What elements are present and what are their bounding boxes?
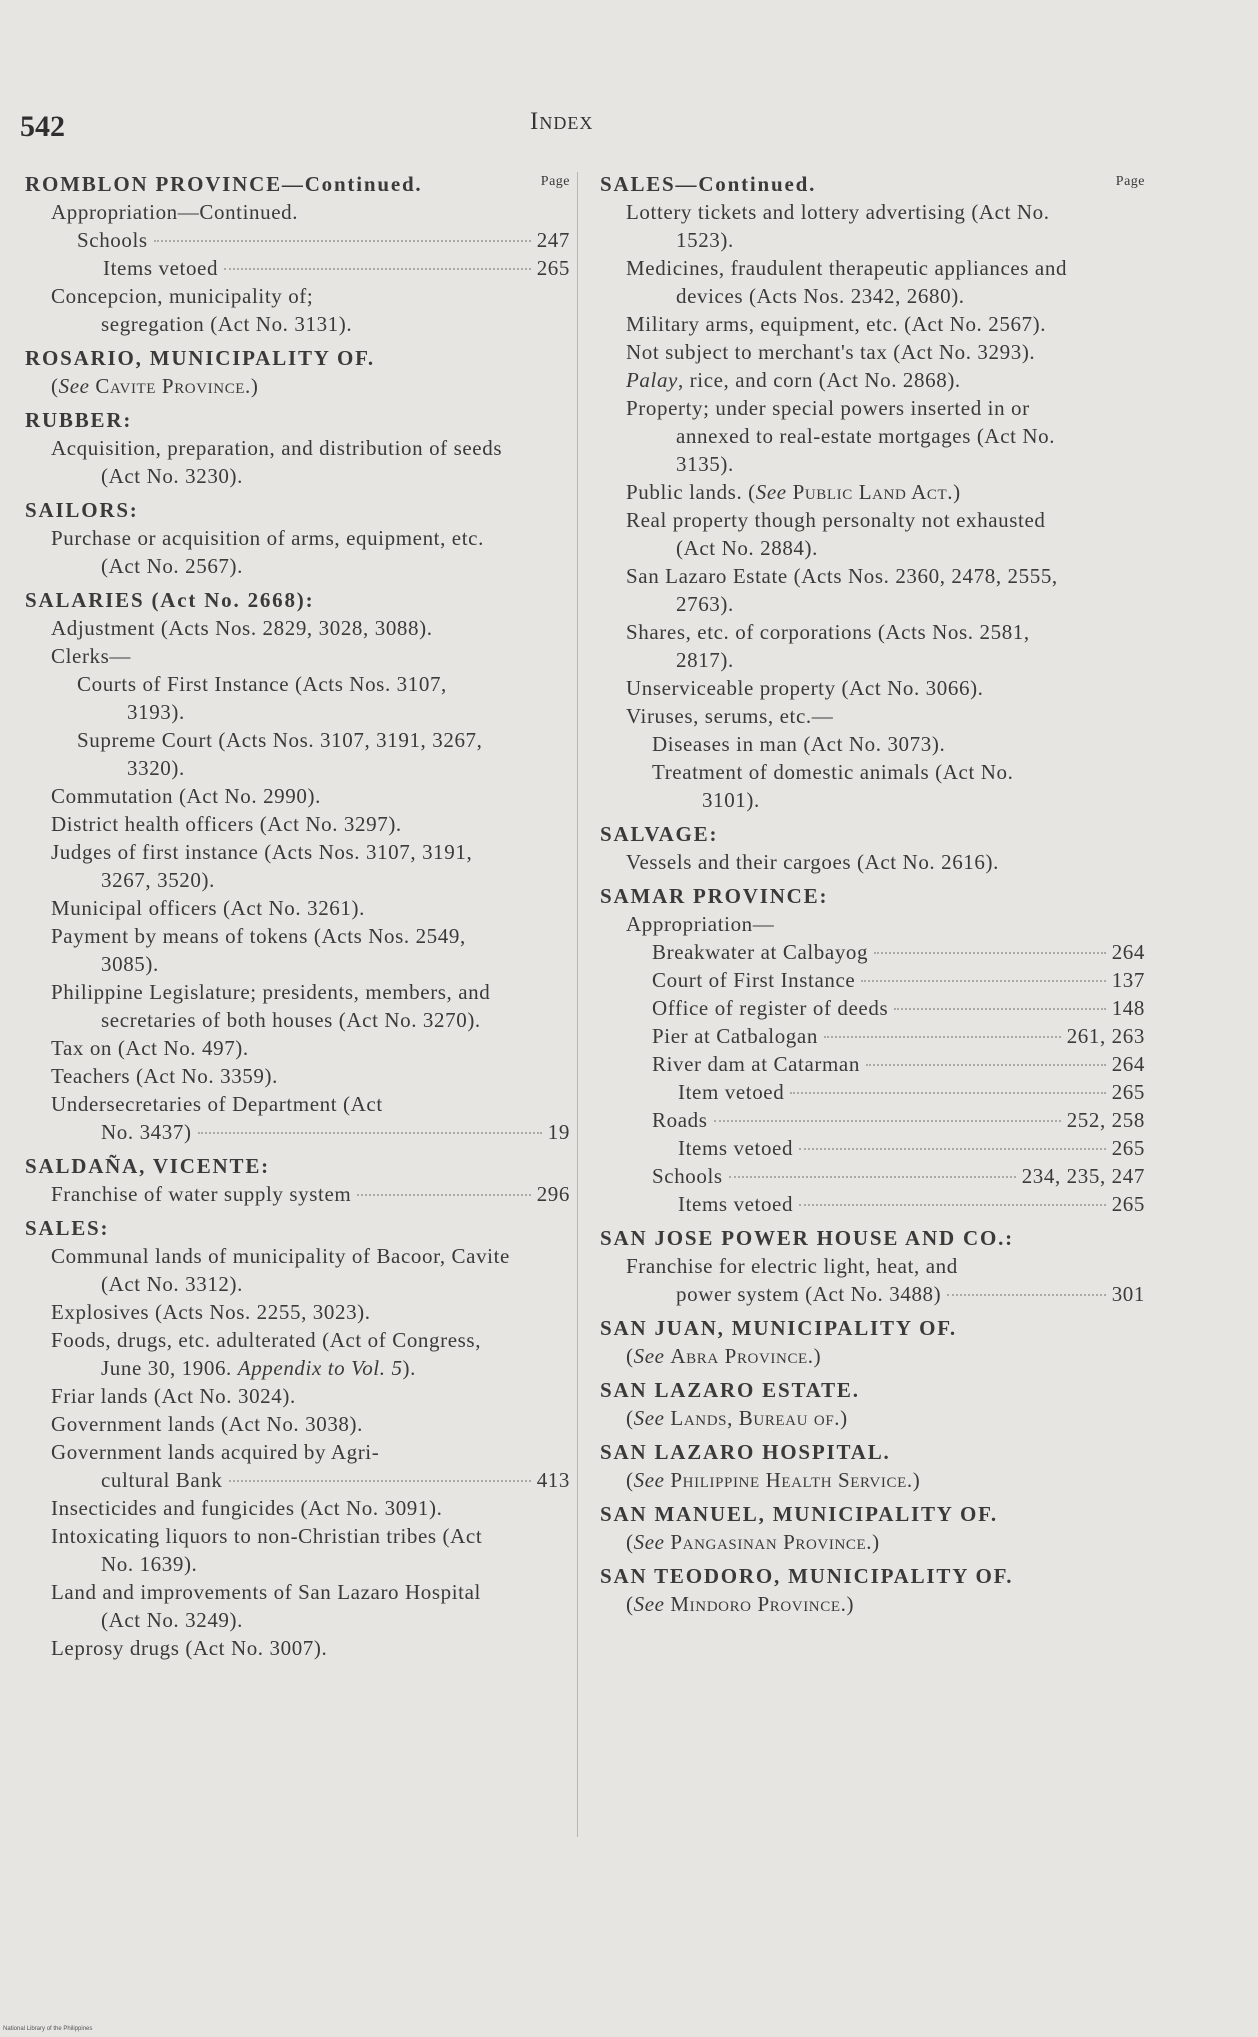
index-subentry: Viruses, serums, etc.— [626,704,834,728]
see-reference: (See Mindoro Province.) [626,1592,855,1616]
index-column-left [25,170,570,1662]
index-subentry: River dam at Catarman 264 [652,1052,1145,1076]
index-subentry: cultural Bank 413 [101,1468,570,1492]
see-reference: (See Pangasinan Province.) [626,1530,880,1554]
page-ref: 301 [1111,1282,1145,1306]
index-subentry: Appropriation— [626,912,775,936]
index-subentry: Pier at Catbalogan 261, 263 [652,1024,1145,1048]
index-subentry: Medicines, fraudulent therapeutic appliances and devices (Acts Nos. 2342, 2680). [626,256,1068,308]
index-subentry: Not subject to merchant's tax (Act No. 3293). [626,340,1036,364]
index-heading: SAMAR PROVINCE: [600,884,829,908]
index-heading: SALES—Continued. [600,172,817,196]
page-ref: 264 [1111,940,1145,964]
index-heading: SALVAGE: [600,822,719,846]
index-subentry: Treatment of domestic animals (Act No. 3101). [652,760,1014,812]
index-heading: SAN LAZARO ESTATE. [600,1378,860,1402]
index-subentry: Items vetoed 265 [678,1192,1145,1216]
index-subentry: District health officers (Act No. 3297). [51,812,402,836]
index-subentry: Foods, drugs, etc. adulterated (Act of Congress, June 30, 1906. Appendix to Vol. 5). [51,1328,482,1380]
index-heading: ROMBLON PROVINCE—Continued. [25,172,423,196]
index-subentry: Schools 234, 235, 247 [652,1164,1145,1188]
index-subentry: Palay, rice, and corn (Act No. 2868). [626,368,961,392]
index-heading: SAN TEODORO, MUNICIPALITY OF. [600,1564,1014,1588]
index-subentry: Lottery tickets and lottery advertising (Act No. 1523). [626,200,1050,252]
index-subentry: Philippine Legislature; presidents, members, and secretaries of both houses (Act No. 3270). [51,980,491,1032]
page-ref: 234, 235, 247 [1021,1164,1145,1188]
index-subentry: Communal lands of municipality of Bacoor, Cavite (Act No. 3312). [51,1244,510,1296]
index-subentry: Friar lands (Act No. 3024). [51,1384,296,1408]
index-subentry: Franchise for electric light, heat, and [626,1254,958,1278]
index-subentry: Appropriation—Continued. [51,200,299,224]
page-ref: 19 [547,1120,570,1144]
index-subentry: Items vetoed 265 [103,256,570,280]
index-subentry: No. 3437) 19 [101,1120,570,1144]
index-subentry: Teachers (Act No. 3359). [51,1064,278,1088]
index-subentry: Real property though personalty not exhausted (Act No. 2884). [626,508,1046,560]
page-ref: 137 [1111,968,1145,992]
page-ref: 296 [536,1182,570,1206]
index-subentry: Shares, etc. of corporations (Acts Nos. 2581, 2817). [626,620,1030,672]
index-subentry: Municipal officers (Act No. 3261). [51,896,365,920]
see-reference: (See Abra Province.) [626,1344,822,1368]
index-heading: SAN JOSE POWER HOUSE AND CO.: [600,1226,1014,1250]
index-subentry: Franchise of water supply system 296 [51,1182,570,1206]
index-subentry: Schools 247 [77,228,570,252]
page-ref: 264 [1111,1052,1145,1076]
index-subentry: Commutation (Act No. 2990). [51,784,321,808]
page-ref: 265 [1111,1136,1145,1160]
index-heading: RUBBER: [25,408,133,432]
page-title: Index [530,108,594,135]
index-subentry: Vessels and their cargoes (Act No. 2616). [626,850,999,874]
index-subentry: Land and improvements of San Lazaro Hospital (Act No. 3249). [51,1580,481,1632]
index-subentry: Supreme Court (Acts Nos. 3107, 3191, 3267, 3320). [77,728,483,780]
index-subentry: Items vetoed 265 [678,1136,1145,1160]
index-subentry: Roads 252, 258 [652,1108,1145,1132]
page-column-label: Page [540,174,570,189]
page-ref: 265 [536,256,570,280]
index-heading: SAN MANUEL, MUNICIPALITY OF. [600,1502,998,1526]
see-reference: (See Lands, Bureau of.) [626,1406,848,1430]
index-heading: SALES: [25,1216,110,1240]
index-subentry: Unserviceable property (Act No. 3066). [626,676,984,700]
index-subentry: Property; under special powers inserted in or annexed to real-estate mortgages (Act No. 3135). [626,396,1056,476]
index-subentry: Undersecretaries of Department (Act [51,1092,383,1116]
index-subentry: Government lands acquired by Agri- [51,1440,380,1464]
index-subentry: Tax on (Act No. 497). [51,1036,249,1060]
index-subentry: Clerks— [51,644,132,668]
page-column-label: Page [1115,174,1145,189]
scan-footer: National Library of the Philippines [3,2026,93,2032]
index-subentry: Office of register of deeds 148 [652,996,1145,1020]
index-subentry: Adjustment (Acts Nos. 2829, 3028, 3088). [51,616,433,640]
index-subentry: Leprosy drugs (Act No. 3007). [51,1636,328,1660]
page-ref: 252, 258 [1066,1108,1145,1132]
index-subentry: Item vetoed 265 [678,1080,1145,1104]
index-subentry: San Lazaro Estate (Acts Nos. 2360, 2478, 2555, 2763). [626,564,1058,616]
index-subentry: Explosives (Acts Nos. 2255, 3023). [51,1300,371,1324]
page-ref: 148 [1111,996,1145,1020]
index-subentry: Breakwater at Calbayog 264 [652,940,1145,964]
index-heading: SAILORS: [25,498,139,522]
page-ref: 413 [536,1468,570,1492]
index-subentry: Acquisition, preparation, and distribution of seeds (Act No. 3230). [51,436,503,488]
index-subentry: Judges of first instance (Acts Nos. 3107, 3191, 3267, 3520). [51,840,473,892]
see-reference: (See Cavite Province.) [51,374,259,398]
index-heading: SALDAÑA, VICENTE: [25,1154,270,1178]
page-number: 542 [20,110,65,143]
page-ref: 265 [1111,1080,1145,1104]
index-heading: SAN LAZARO HOSPITAL. [600,1440,891,1464]
index-subentry: Insecticides and fungicides (Act No. 3091). [51,1496,443,1520]
page-ref: 261, 263 [1066,1024,1145,1048]
page-ref: 247 [536,228,570,252]
page-ref: 265 [1111,1192,1145,1216]
index-subentry: Court of First Instance 137 [652,968,1145,992]
see-reference: (See Philippine Health Service.) [626,1468,921,1492]
index-subentry: Purchase or acquisition of arms, equipment, etc. (Act No. 2567). [51,526,484,578]
index-subentry: Courts of First Instance (Acts Nos. 3107, 3193). [77,672,447,724]
index-heading: SALARIES (Act No. 2668): [25,588,315,612]
index-subentry: Government lands (Act No. 3038). [51,1412,363,1436]
index-column-right [600,170,1145,1618]
index-subentry: Military arms, equipment, etc. (Act No. 2567). [626,312,1047,336]
index-subentry: Payment by means of tokens (Acts Nos. 2549, 3085). [51,924,466,976]
index-subentry: Public lands. (See Public Land Act.) [626,480,961,504]
column-divider [577,172,578,1837]
index-heading: ROSARIO, MUNICIPALITY OF. [25,346,375,370]
index-heading: SAN JUAN, MUNICIPALITY OF. [600,1316,957,1340]
index-subentry: power system (Act No. 3488) 301 [676,1282,1145,1306]
index-subentry: Diseases in man (Act No. 3073). [652,732,946,756]
index-subentry: Intoxicating liquors to non-Christian tribes (Act No. 1639). [51,1524,483,1576]
index-subentry: Concepcion, municipality of; segregation (Act No. 3131). [51,284,353,336]
